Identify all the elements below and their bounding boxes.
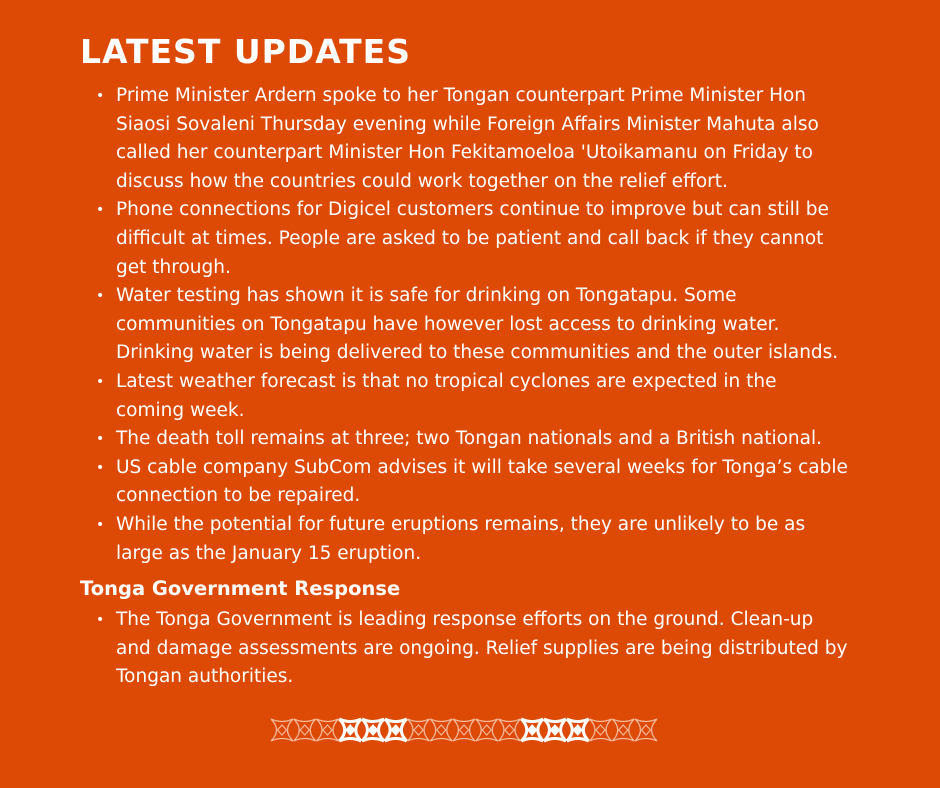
motif-unit — [385, 719, 407, 741]
motif-unit — [635, 719, 657, 741]
updates-list — [0, 82, 940, 568]
motif-unit — [612, 719, 634, 741]
motif-unit — [499, 719, 521, 741]
list-item: • While the potential for future eruptions remains, they are unlikely to be as large as the January 15 eruption. — [0, 511, 940, 568]
motif-unit — [317, 719, 339, 741]
motif-unit — [567, 719, 589, 741]
list-item: • The Tonga Government is leading response efforts on the ground. Clean-up and damage assessments are ongoing. Relief supplies are being distributed by Tongan authorities. — [0, 606, 940, 692]
list-item: • US cable company SubCom advises it will take several weeks for Tonga’s cable connection to be repaired. — [0, 454, 940, 511]
list-item: • Water testing has shown it is safe for drinking on Tongatapu. Some communities on Tongatapu have however lost access to drinking water. Drinking water is being delivered to these communities and the outer islands. — [0, 282, 940, 368]
section-heading: Tonga Government Response — [80, 577, 401, 600]
motif-unit — [476, 719, 498, 741]
motif-unit — [339, 719, 361, 741]
motif-unit — [362, 719, 384, 741]
motif-unit — [590, 719, 612, 741]
tapa-pattern-icon — [270, 716, 670, 744]
motif-unit — [408, 719, 430, 741]
list-item: • The death toll remains at three; two Tongan nationals and a British national. — [0, 425, 940, 454]
government-list — [0, 606, 940, 692]
motif-unit — [544, 719, 566, 741]
list-item: • Phone connections for Digicel customers continue to improve but can still be difficult at times. People are asked to be patient and call back if they cannot get through. — [0, 196, 940, 282]
list-item: • Prime Minister Ardern spoke to her Tongan counterpart Prime Minister Hon Siaosi Sovaleni Thursday evening while Foreign Affairs Minister Mahuta also called her counterpart Minister Hon Fekitamoeloa 'Utoikamanu on Friday to discuss how the countries could work together on the relief effort. — [0, 82, 940, 196]
motif-unit — [521, 719, 543, 741]
motif-unit — [453, 719, 475, 741]
motif-unit — [430, 719, 452, 741]
motif-unit — [294, 719, 316, 741]
page-title: LATEST UPDATES — [80, 32, 411, 71]
list-item: • Latest weather forecast is that no tropical cyclones are expected in the coming week. — [0, 368, 940, 425]
motif-unit — [271, 719, 293, 741]
